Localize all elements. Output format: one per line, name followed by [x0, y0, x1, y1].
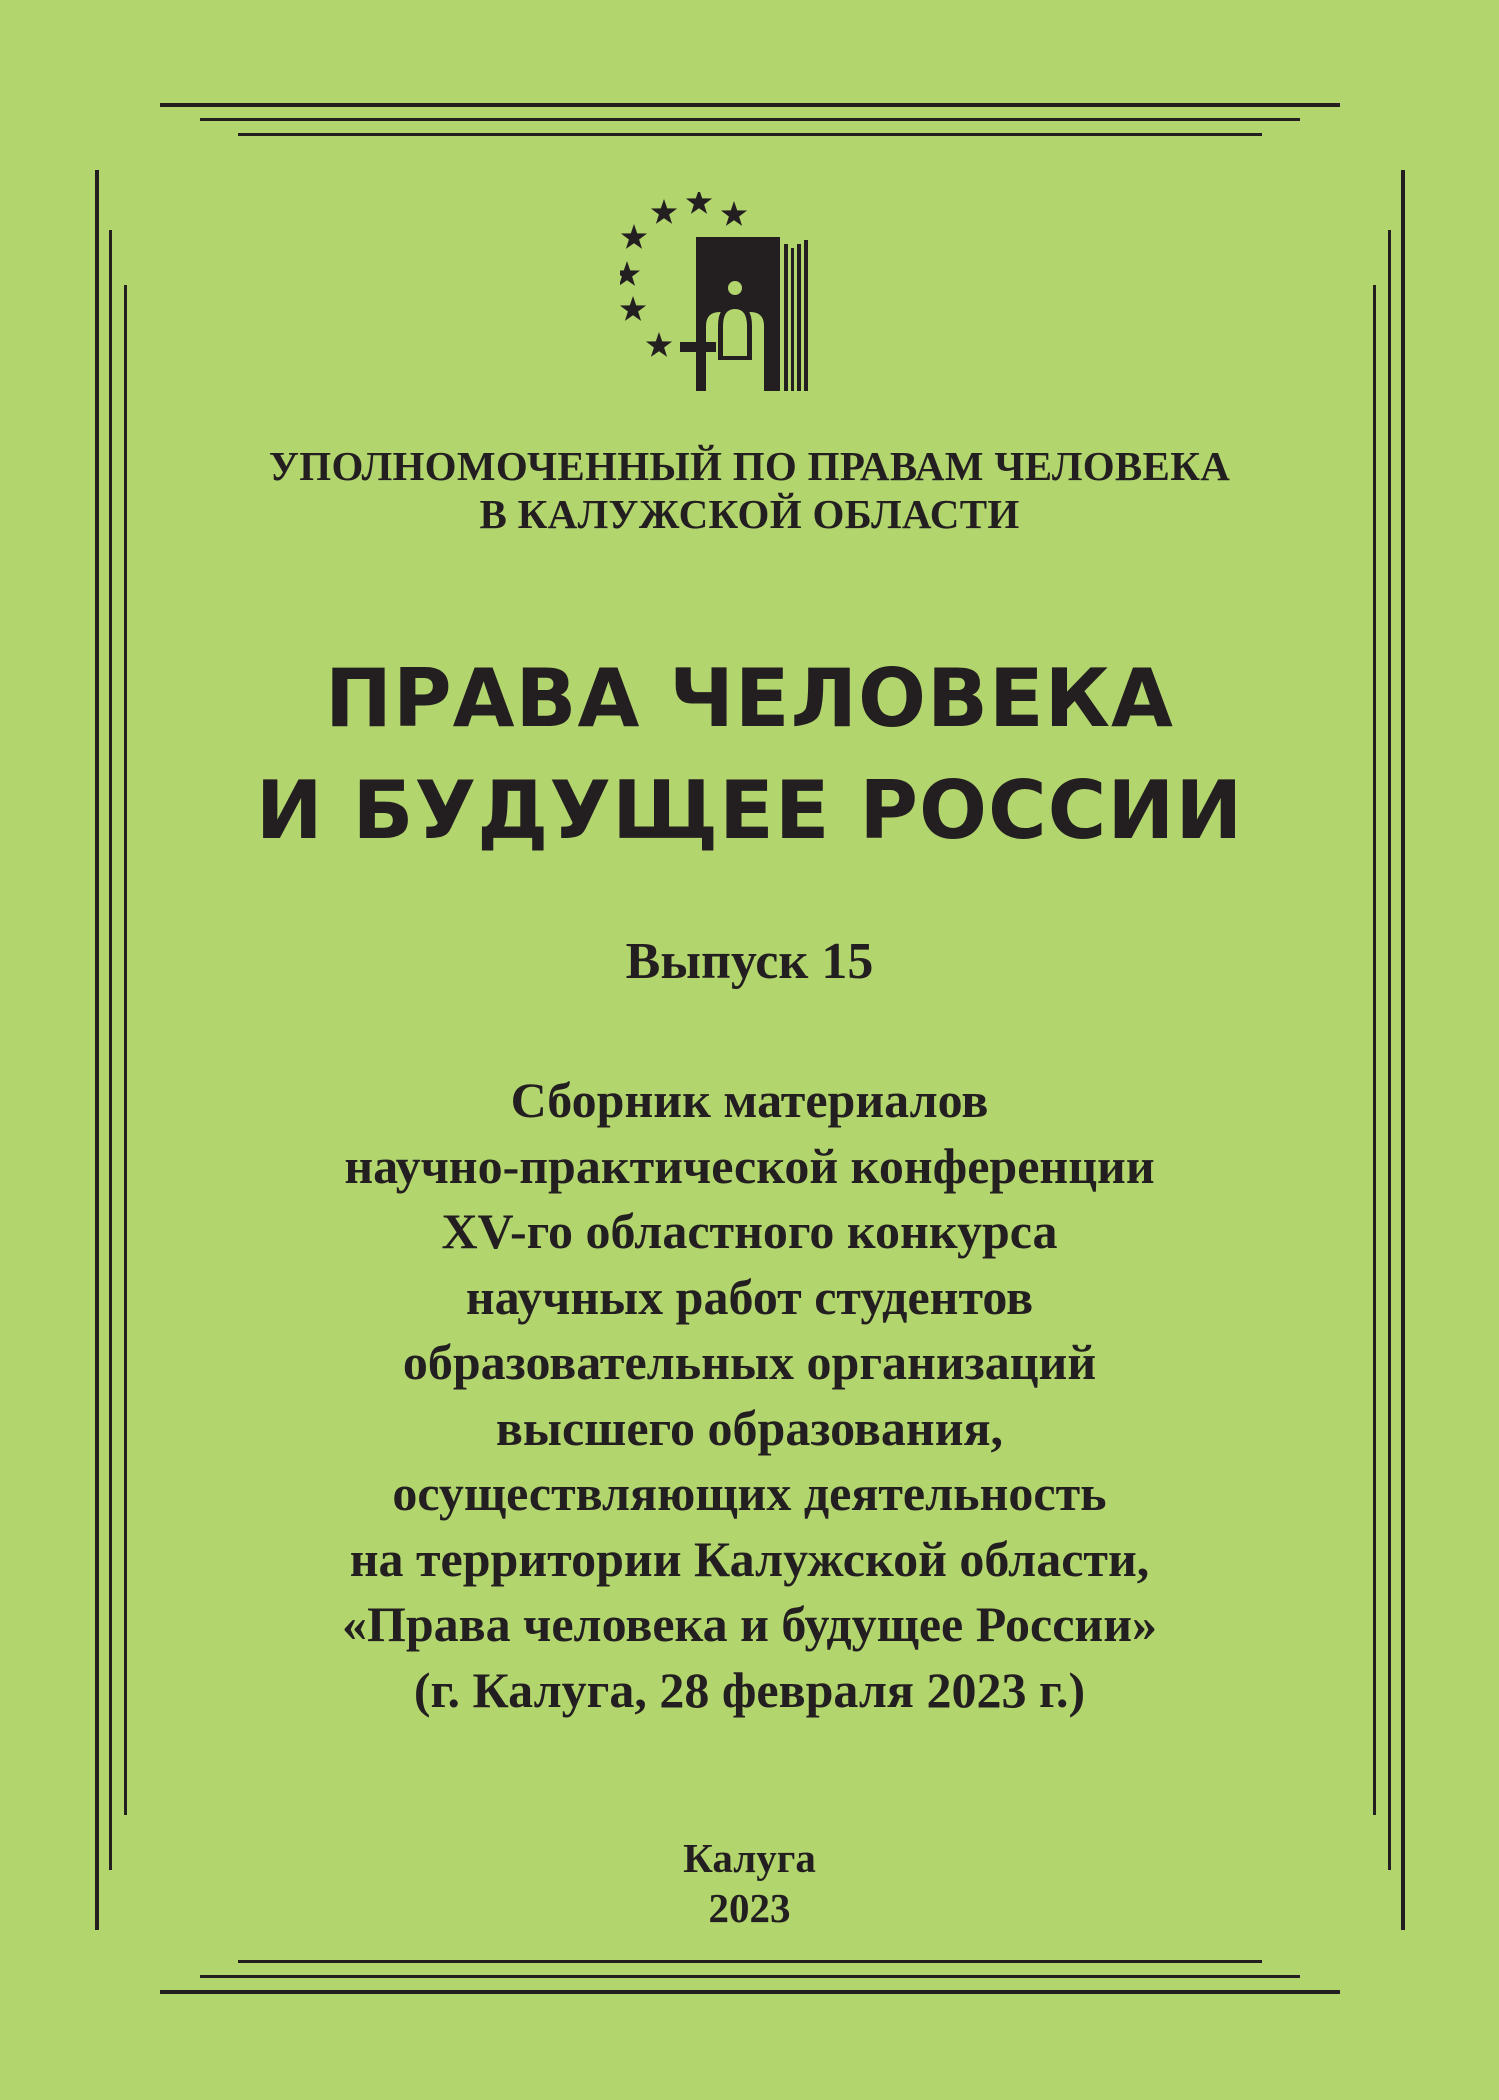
star-icon	[686, 192, 712, 214]
issue-number: Выпуск 15	[625, 933, 874, 990]
title-line: И БУДУЩЕЕ РОССИИ	[255, 764, 1244, 857]
description-line: научно-практической конференции	[344, 1137, 1155, 1194]
frame-top-inner-rule	[238, 133, 1262, 136]
description-line: научных работ студентов	[465, 1268, 1034, 1325]
publication-place	[0, 1833, 1499, 1933]
star-icon	[621, 224, 647, 249]
publication-city: Калуга	[683, 1835, 816, 1881]
description-line: «Права человека и будущее России»	[341, 1596, 1158, 1652]
star-icon	[620, 296, 646, 321]
ombudsman-emblem-icon	[620, 192, 870, 402]
frame-top-middle-rule	[200, 118, 1300, 121]
collection-description	[0, 1068, 1499, 1723]
description-line: (г. Калуга, 28 февраля 2023 г.)	[413, 1661, 1086, 1718]
star-icon	[620, 261, 640, 286]
frame-bottom-inner-rule	[238, 1960, 1262, 1963]
description-line: XV-го областного конкурса	[441, 1203, 1058, 1259]
description-line: на территории Калужской области,	[349, 1530, 1150, 1587]
book-title	[0, 643, 1499, 867]
star-icon	[721, 201, 747, 226]
frame-bottom-outer-rule	[160, 1990, 1340, 1994]
description-line: осуществляющих деятельность	[392, 1465, 1107, 1521]
frame-bottom-middle-rule	[200, 1975, 1300, 1978]
frame-top-outer-rule	[160, 103, 1340, 107]
star-icon	[651, 199, 677, 224]
description-line: высшего образования,	[495, 1399, 1004, 1456]
issuer-line: В КАЛУЖСКОЙ ОБЛАСТИ	[479, 491, 1020, 537]
description-line: Сборник материалов	[510, 1072, 989, 1128]
issuer-heading	[0, 442, 1499, 538]
star-icon	[646, 332, 672, 357]
description-line: образовательных организаций	[402, 1334, 1097, 1390]
publication-year: 2023	[708, 1885, 791, 1931]
issuer-line: УПОЛНОМОЧЕННЫЙ ПО ПРАВАМ ЧЕЛОВЕКА	[268, 443, 1231, 489]
title-line: ПРАВА ЧЕЛОВЕКА	[325, 652, 1174, 745]
